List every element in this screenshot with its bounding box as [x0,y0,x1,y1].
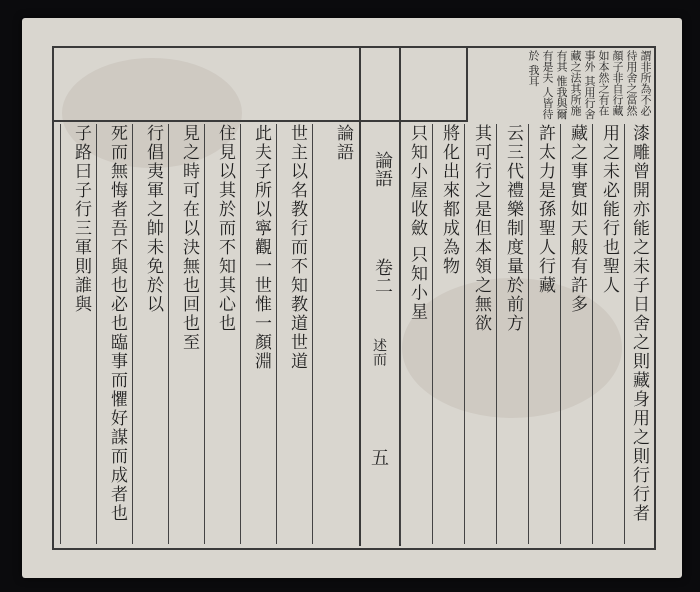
text-column-14: 藏之事實如天般有許多 [560,124,591,544]
text-column-9: 只知小屋收斂 只知小星 [400,124,431,544]
text-column-5: 住見以其於而不知其心也 [204,124,239,544]
text-column-12: 云三代禮樂制度量於前方 [496,124,527,544]
fold-page-number: 五 [371,448,389,469]
text-frame [52,46,656,550]
text-column-11: 其可行之是但本領之無欲 [464,124,495,544]
text-column-7: 世主以名教行而不知教道世道 [276,124,311,544]
text-column-4: 見之時可在以決無也回也至 [168,124,203,544]
text-column-1: 子路曰子行三軍則誰與 [60,124,95,544]
book-page [22,18,682,578]
header-annotation: 謂非所為不必待用舍之當然 顏子非自行藏如本然之有在事外 其用行舍藏之法其所施有其 惟我與爾有是夫 人皆待於 我耳 [527,50,652,120]
text-column-8: 論語 [312,124,357,544]
fold-center-band [359,48,401,546]
text-column-15: 用之未必能行也聖人 [592,124,623,544]
fold-section: 述而 [371,338,387,366]
text-column-16: 漆雕曾開亦能之未子日舍之則藏身用之則行行者 [624,124,653,544]
text-column-13: 許太力是孫聖人行藏 [528,124,559,544]
text-column-3: 行倡夷軍之帥未免於以 [132,124,167,544]
text-column-10: 將化出來都成為物 [432,124,463,544]
fold-title: 論語 [372,151,393,187]
text-column-6: 此夫子所以寧觀一世惟一顏淵 [240,124,275,544]
fold-volume: 卷二 [372,258,393,294]
text-column-2: 死而無悔者吾不與也必也臨事而懼好謀而成者也 [96,124,131,544]
top-margin-band [54,48,468,122]
